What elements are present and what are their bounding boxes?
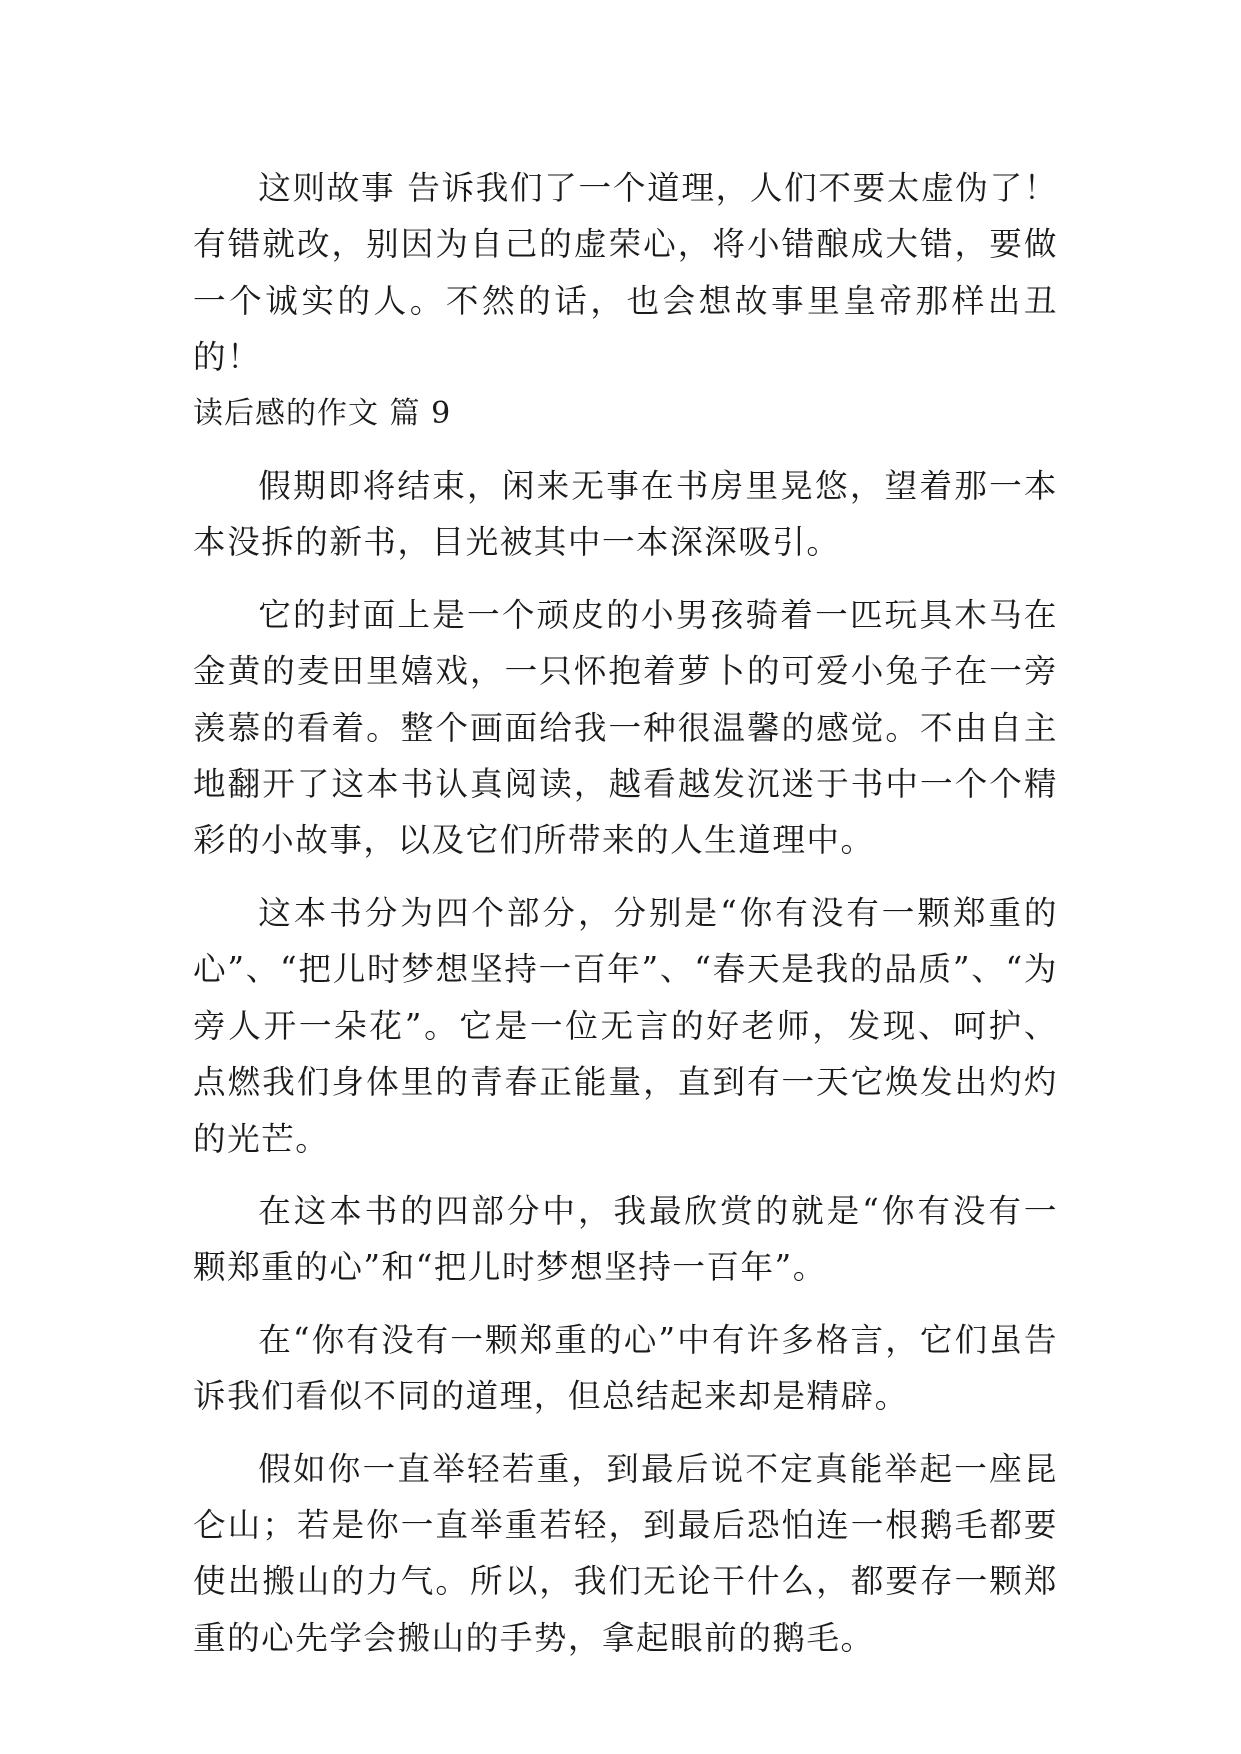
paragraph-intro: 假期即将结束，闲来无事在书房里晃悠，望着那一本本没拆的新书，目光被其中一本深深吸引。 [193, 467, 1058, 562]
paragraph-conclusion: 假如你一直举轻若重，到最后说不定真能举起一座昆仑山；若是你一直举重若轻，到最后恐怕连一根鹅毛都要使出搬山的力气。所以，我们无论干什么，都要存一颗郑重的心先学会搬山的手势，拿起眼前的鹅毛。 [193, 1449, 1058, 1657]
paragraph-favorite: 在这本书的四部分中，我最欣赏的就是“你有没有一颗郑重的心”和“把儿时梦想坚持一百年”。 [193, 1191, 1058, 1287]
section-heading: 读后感的作文 篇 9 [193, 395, 452, 431]
paragraph-story-moral: 这则故事 告诉我们了一个道理，人们不要太虚伪了！有错就改，别因为自己的虚荣心，将小错酿成大错，要做一个诚实的人。不然的话，也会想故事里皇帝那样出丑的！ [193, 169, 1058, 377]
paragraph-maxims: 在“你有没有一颗郑重的心”中有许多格言，它们虽告诉我们看似不同的道理，但总结起来却是精辟。 [193, 1320, 1058, 1416]
paragraph-four-parts: 这本书分为四个部分，分别是“你有没有一颗郑重的心”、“把儿时梦想坚持一百年”、“春天是我的品质”、“为旁人开一朵花”。它是一位无言的好老师，发现、呵护、点燃我们身体里的青春正能量，直到有一天它焕发出灼灼的光芒。 [193, 893, 1058, 1158]
paragraph-cover: 它的封面上是一个顽皮的小男孩骑着一匹玩具木马在金黄的麦田里嬉戏，一只怀抱着萝卜的可爱小兔子在一旁羡慕的看着。整个画面给我一种很温馨的感觉。不由自主地翻开了这本书认真阅读，越看越发沉迷于书中一个个精彩的小故事，以及它们所带来的人生道理中。 [193, 595, 1058, 860]
document-body [193, 160, 1058, 1666]
